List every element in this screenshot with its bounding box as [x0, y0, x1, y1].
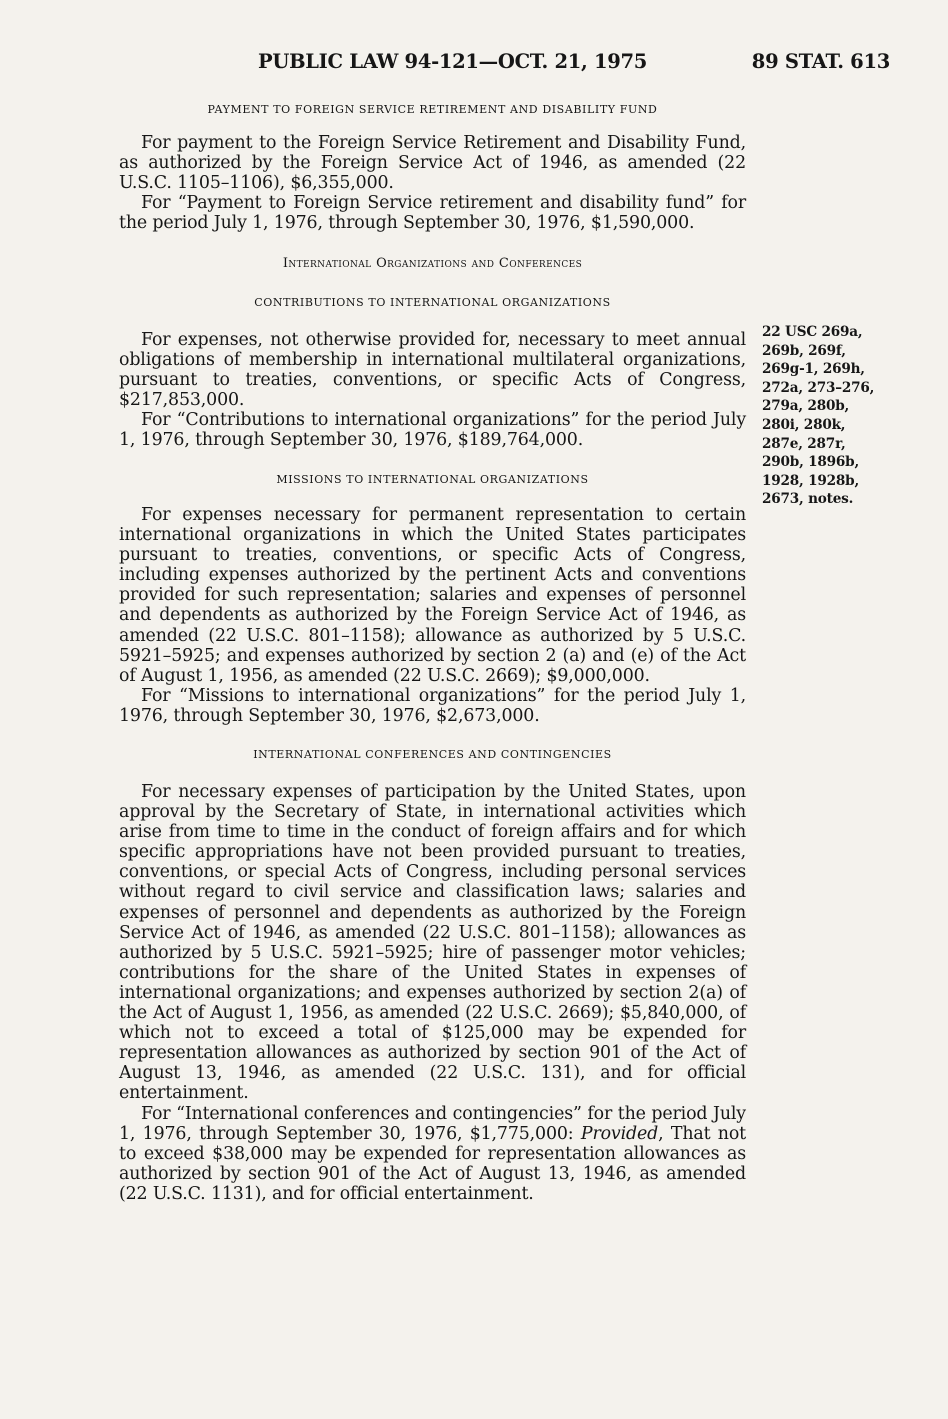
retirement-paragraph-1: For payment to the Foreign Service Retirement and Disability Fund, as authorized by the Foreign Service Act of 1946, as amended (22 U.S.C. 1105–1106), $6,355,000.	[119, 133, 746, 194]
provided-italic: Provided	[580, 1123, 659, 1144]
section-heading-contributions: CONTRIBUTIONS TO INTERNATIONAL ORGANIZATIONS	[254, 296, 611, 309]
retirement-paragraphs	[119, 133, 746, 233]
conferences-paragraph-2-end: , That not to exceed $38,000 may be expended for representation allowances as authorized by section 901 of the Act of August 13, 1946, as amended (22 U.S.C. 1131), and for official entertainment.	[119, 1123, 747, 1204]
missions-heading-block	[119, 473, 746, 486]
margin-note: 269g-1, 269h,	[762, 361, 865, 378]
contributions-paragraphs	[119, 330, 746, 451]
conferences-paragraph-1: For necessary expenses of participation by the United States, upon approval by the Secretary of State, in international activities which arise from time to time in the conduct of foreign affairs and for which specific appropriations have not been provided pursuant to treaties, conventions, or special Acts of Congress, including personal services without regard to civil service and classification laws; salaries and expenses of personnel and dependents as authorized by the Foreign Service Act of 1946, as amended (22 U.S.C. 801–1158); allowances as authorized by 5 U.S.C. 5921–5925; hire of passenger motor vehicles; contributions for the share of the United States in expenses of international organizations; and expenses authorized by section 2(a) of the Act of August 1, 1956, as amended (22 U.S.C. 2669); $5,840,000, of which not to exceed a total of $125,000 may be expended for representation allowances as authorized by section 901 of the Act of August 13, 1946, as amended (22 U.S.C. 131), and for official entertainment.	[119, 782, 746, 1104]
page-header-title: PUBLIC LAW 94-121—OCT. 21, 1975	[258, 50, 648, 73]
margin-note: 1928, 1928b,	[762, 472, 859, 489]
contributions-heading-block	[119, 296, 746, 309]
section-heading-international-organizations: International Organizations and Conferences	[282, 256, 583, 271]
section-heading-conferences: INTERNATIONAL CONFERENCES AND CONTINGENCIES	[253, 748, 612, 761]
missions-paragraph-2: For “Missions to international organizations” for the period July 1, 1976, through September 30, 1976, $2,673,000.	[119, 685, 746, 726]
conferences-paragraph-2-start: For “International conferences and contingencies” for the period July 1, 1976, through September 30, 1976, $1,775,000:	[119, 1103, 746, 1144]
retirement-paragraph-2: For “Payment to Foreign Service retirement and disability fund” for the period July 1, 1976, through September 30, 1976, $1,590,000.	[119, 193, 746, 234]
margin-note: 287e, 287r,	[762, 435, 846, 452]
contributions-paragraph-1: For expenses, not otherwise provided for, necessary to meet annual obligations of membership in international multilateral organizations, pursuant to treaties, conventions, or specific Acts of Congress, $217,853,000.	[119, 330, 746, 411]
missions-paragraphs	[119, 505, 746, 726]
margin-note: 2673, notes.	[762, 491, 854, 508]
margin-note: 269b, 269f,	[762, 342, 846, 359]
retirement-section	[119, 103, 746, 116]
section-heading-retirement: PAYMENT TO FOREIGN SERVICE RETIREMENT AND DISABILITY FUND	[207, 103, 658, 116]
margin-note: 272a, 273–276,	[762, 379, 875, 396]
section-heading-missions: MISSIONS TO INTERNATIONAL ORGANIZATIONS	[276, 473, 589, 486]
margin-note: 279a, 280b,	[762, 398, 850, 415]
contributions-paragraph-2: For “Contributions to international organizations” for the period July 1, 1976, through September 30, 1976, $189,764,000.	[119, 410, 746, 451]
page-header-stat: 89 STAT. 613	[751, 50, 890, 73]
conferences-paragraphs	[119, 782, 746, 1204]
margin-note: 280i, 280k,	[762, 416, 846, 433]
intl-org-heading-block	[119, 256, 746, 271]
margin-note: 22 USC 269a,	[762, 324, 863, 340]
conferences-paragraph-2	[119, 1104, 746, 1204]
missions-paragraph-1: For expenses necessary for permanent representation to certain international organizations in which the United States participates pursuant to treaties, conventions, or specific Acts of Congress, including expenses authorized by the pertinent Acts and conventions provided for such representation; salaries and expenses of personnel and dependents as authorized by the Foreign Service Act of 1946, as amended (22 U.S.C. 801–1158); allowance as authorized by 5 U.S.C. 5921–5925; and expenses authorized by section 2 (a) and (e) of the Act of August 1, 1956, as amended (22 U.S.C. 2669); $9,000,000.	[119, 505, 746, 686]
conferences-heading-block	[119, 748, 746, 761]
margin-citations	[762, 323, 912, 509]
margin-note: 290b, 1896b,	[762, 454, 860, 471]
